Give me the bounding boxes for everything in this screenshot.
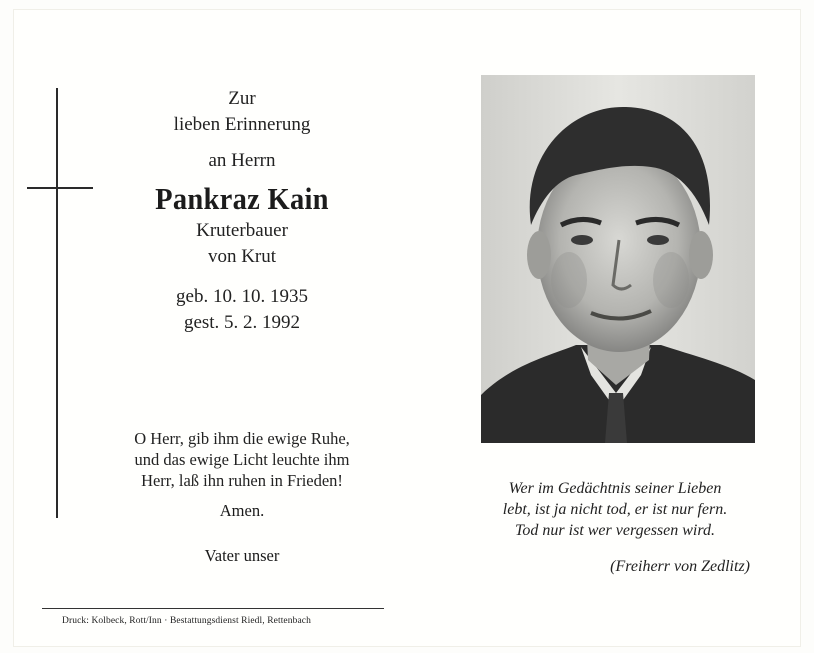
prayer-line-2: und das ewige Licht leuchte ihm xyxy=(134,450,350,469)
cross-vertical-bar xyxy=(56,88,58,518)
intro-line-2: lieben Erinnerung xyxy=(173,114,311,135)
printer-credit: Druck: Kolbeck, Rott/Inn · Bestattungsdienst Riedl, Rettenbach xyxy=(62,616,311,626)
dedication-block xyxy=(100,86,384,336)
death-date: gest. 5. 2. 1992 xyxy=(183,312,301,333)
occupation-line-1: Kruterbauer xyxy=(196,220,288,241)
cross-horizontal-bar xyxy=(27,187,93,189)
amen-text: Amen. xyxy=(219,501,265,520)
intro-line-1: Zur xyxy=(228,88,256,109)
birth-date: geb. 10. 10. 1935 xyxy=(176,286,308,307)
quote-line-1: Wer im Gedächtnis seiner Lieben xyxy=(508,480,722,497)
footer-divider xyxy=(42,608,384,609)
deceased-name: Pankraz Kain xyxy=(155,181,329,216)
intro-line-3: an Herrn xyxy=(208,150,276,171)
quote-attribution: (Freiherr von Zedlitz) xyxy=(610,558,750,575)
vater-unser-text: Vater unser xyxy=(204,546,280,565)
quote-line-3: Tod nur ist wer vergessen wird. xyxy=(514,522,715,539)
prayer-line-3: Herr, laß ihn ruhen in Frieden! xyxy=(141,471,343,490)
occupation-line-2: von Krut xyxy=(207,246,277,267)
memorial-quote xyxy=(470,478,760,541)
prayer-line-1: O Herr, gib ihm die ewige Ruhe, xyxy=(134,429,350,448)
portrait-photo xyxy=(481,75,755,443)
quote-line-2: lebt, ist ja nicht tod, er ist nur fern. xyxy=(502,501,728,518)
prayer-block xyxy=(100,428,384,566)
